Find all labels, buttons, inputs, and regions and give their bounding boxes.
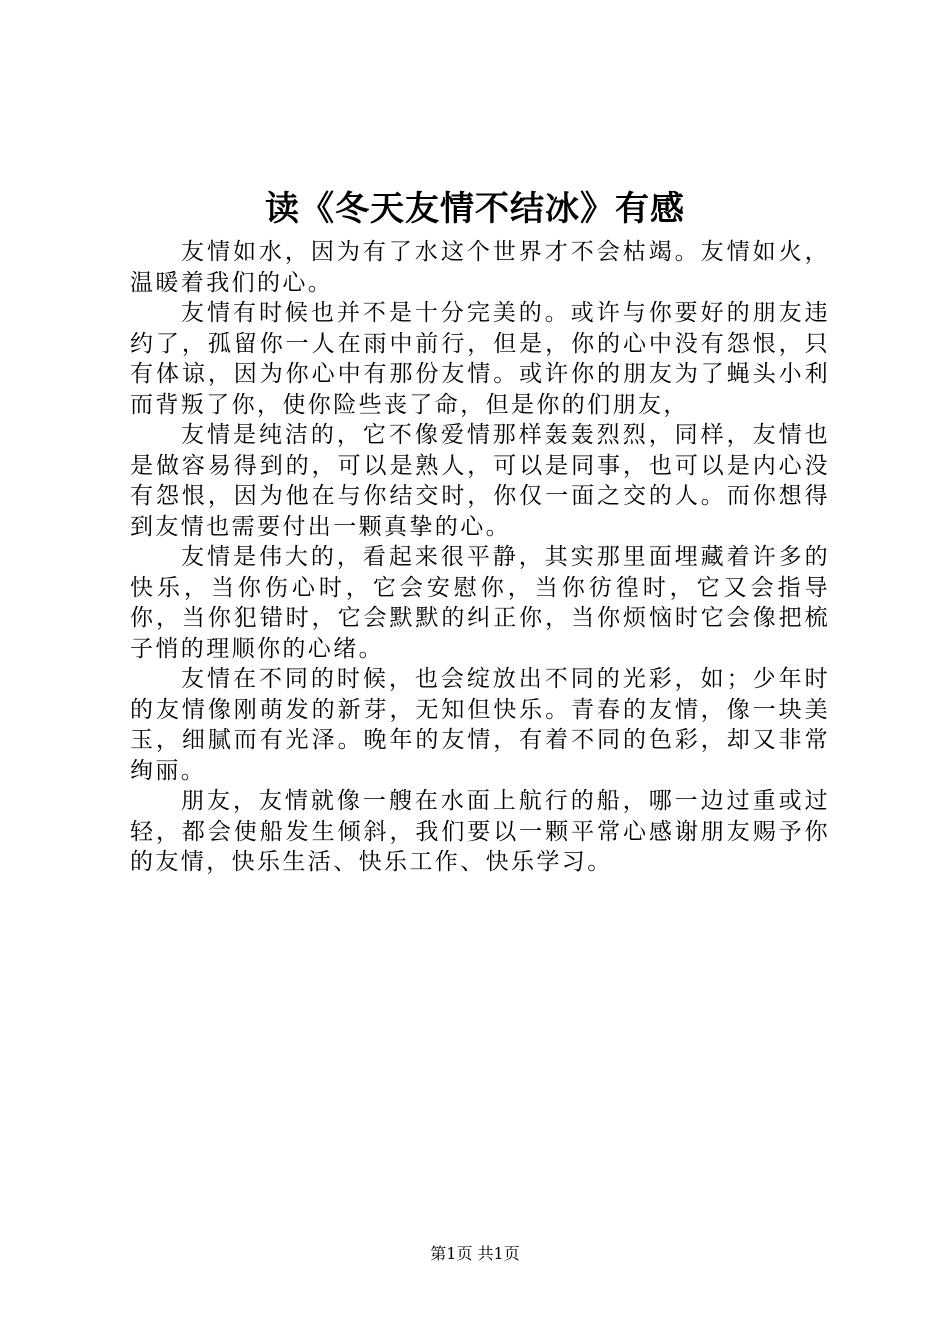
paragraph-4: 友情是伟大的，看起来很平静，其实那里面埋藏着许多的快乐，当你伤心时，它会安慰你，当你彷徨时，它又会指导你，当你犯错时，它会默默的纠正你，当你烦恼时它会像把梳子悄的理顺你的心绪。 bbox=[130, 544, 830, 662]
document-title: 读《冬天友情不结冰》有感 bbox=[265, 189, 685, 229]
document-body bbox=[130, 237, 830, 878]
paragraph-3: 友情是纯洁的，它不像爱情那样轰轰烈烈，同样，友情也是做容易得到的，可以是熟人，可以是同事，也可以是内心没有怨恨，因为他在与你结交时，你仅一面之交的人。而你想得到友情也需要付出一颗真挚的心。 bbox=[130, 422, 830, 540]
paragraph-5: 友情在不同的时候，也会绽放出不同的光彩，如；少年时的友情像刚萌发的新芽，无知但快乐。青春的友情，像一块美玉，细腻而有光泽。晚年的友情，有着不同的色彩，却又非常绚丽。 bbox=[130, 666, 830, 784]
paragraph-1: 友情如水，因为有了水这个世界才不会枯竭。友情如火，温暖着我们的心。 bbox=[130, 239, 830, 296]
paragraph-6: 朋友，友情就像一艘在水面上航行的船，哪一边过重或过轻，都会使船发生倾斜，我们要以一颗平常心感谢朋友赐予你的友情，快乐生活、快乐工作、快乐学习。 bbox=[130, 788, 830, 875]
paragraph-2: 友情有时候也并不是十分完美的。或许与你要好的朋友违约了，孤留你一人在雨中前行，但是，你的心中没有怨恨，只有体谅，因为你心中有那份友情。或许你的朋友为了蝇头小利而背叛了你，使你险些丧了命，但是你的们朋友， bbox=[130, 300, 830, 418]
page-footer: 第1页 共1页 bbox=[430, 1244, 520, 1263]
